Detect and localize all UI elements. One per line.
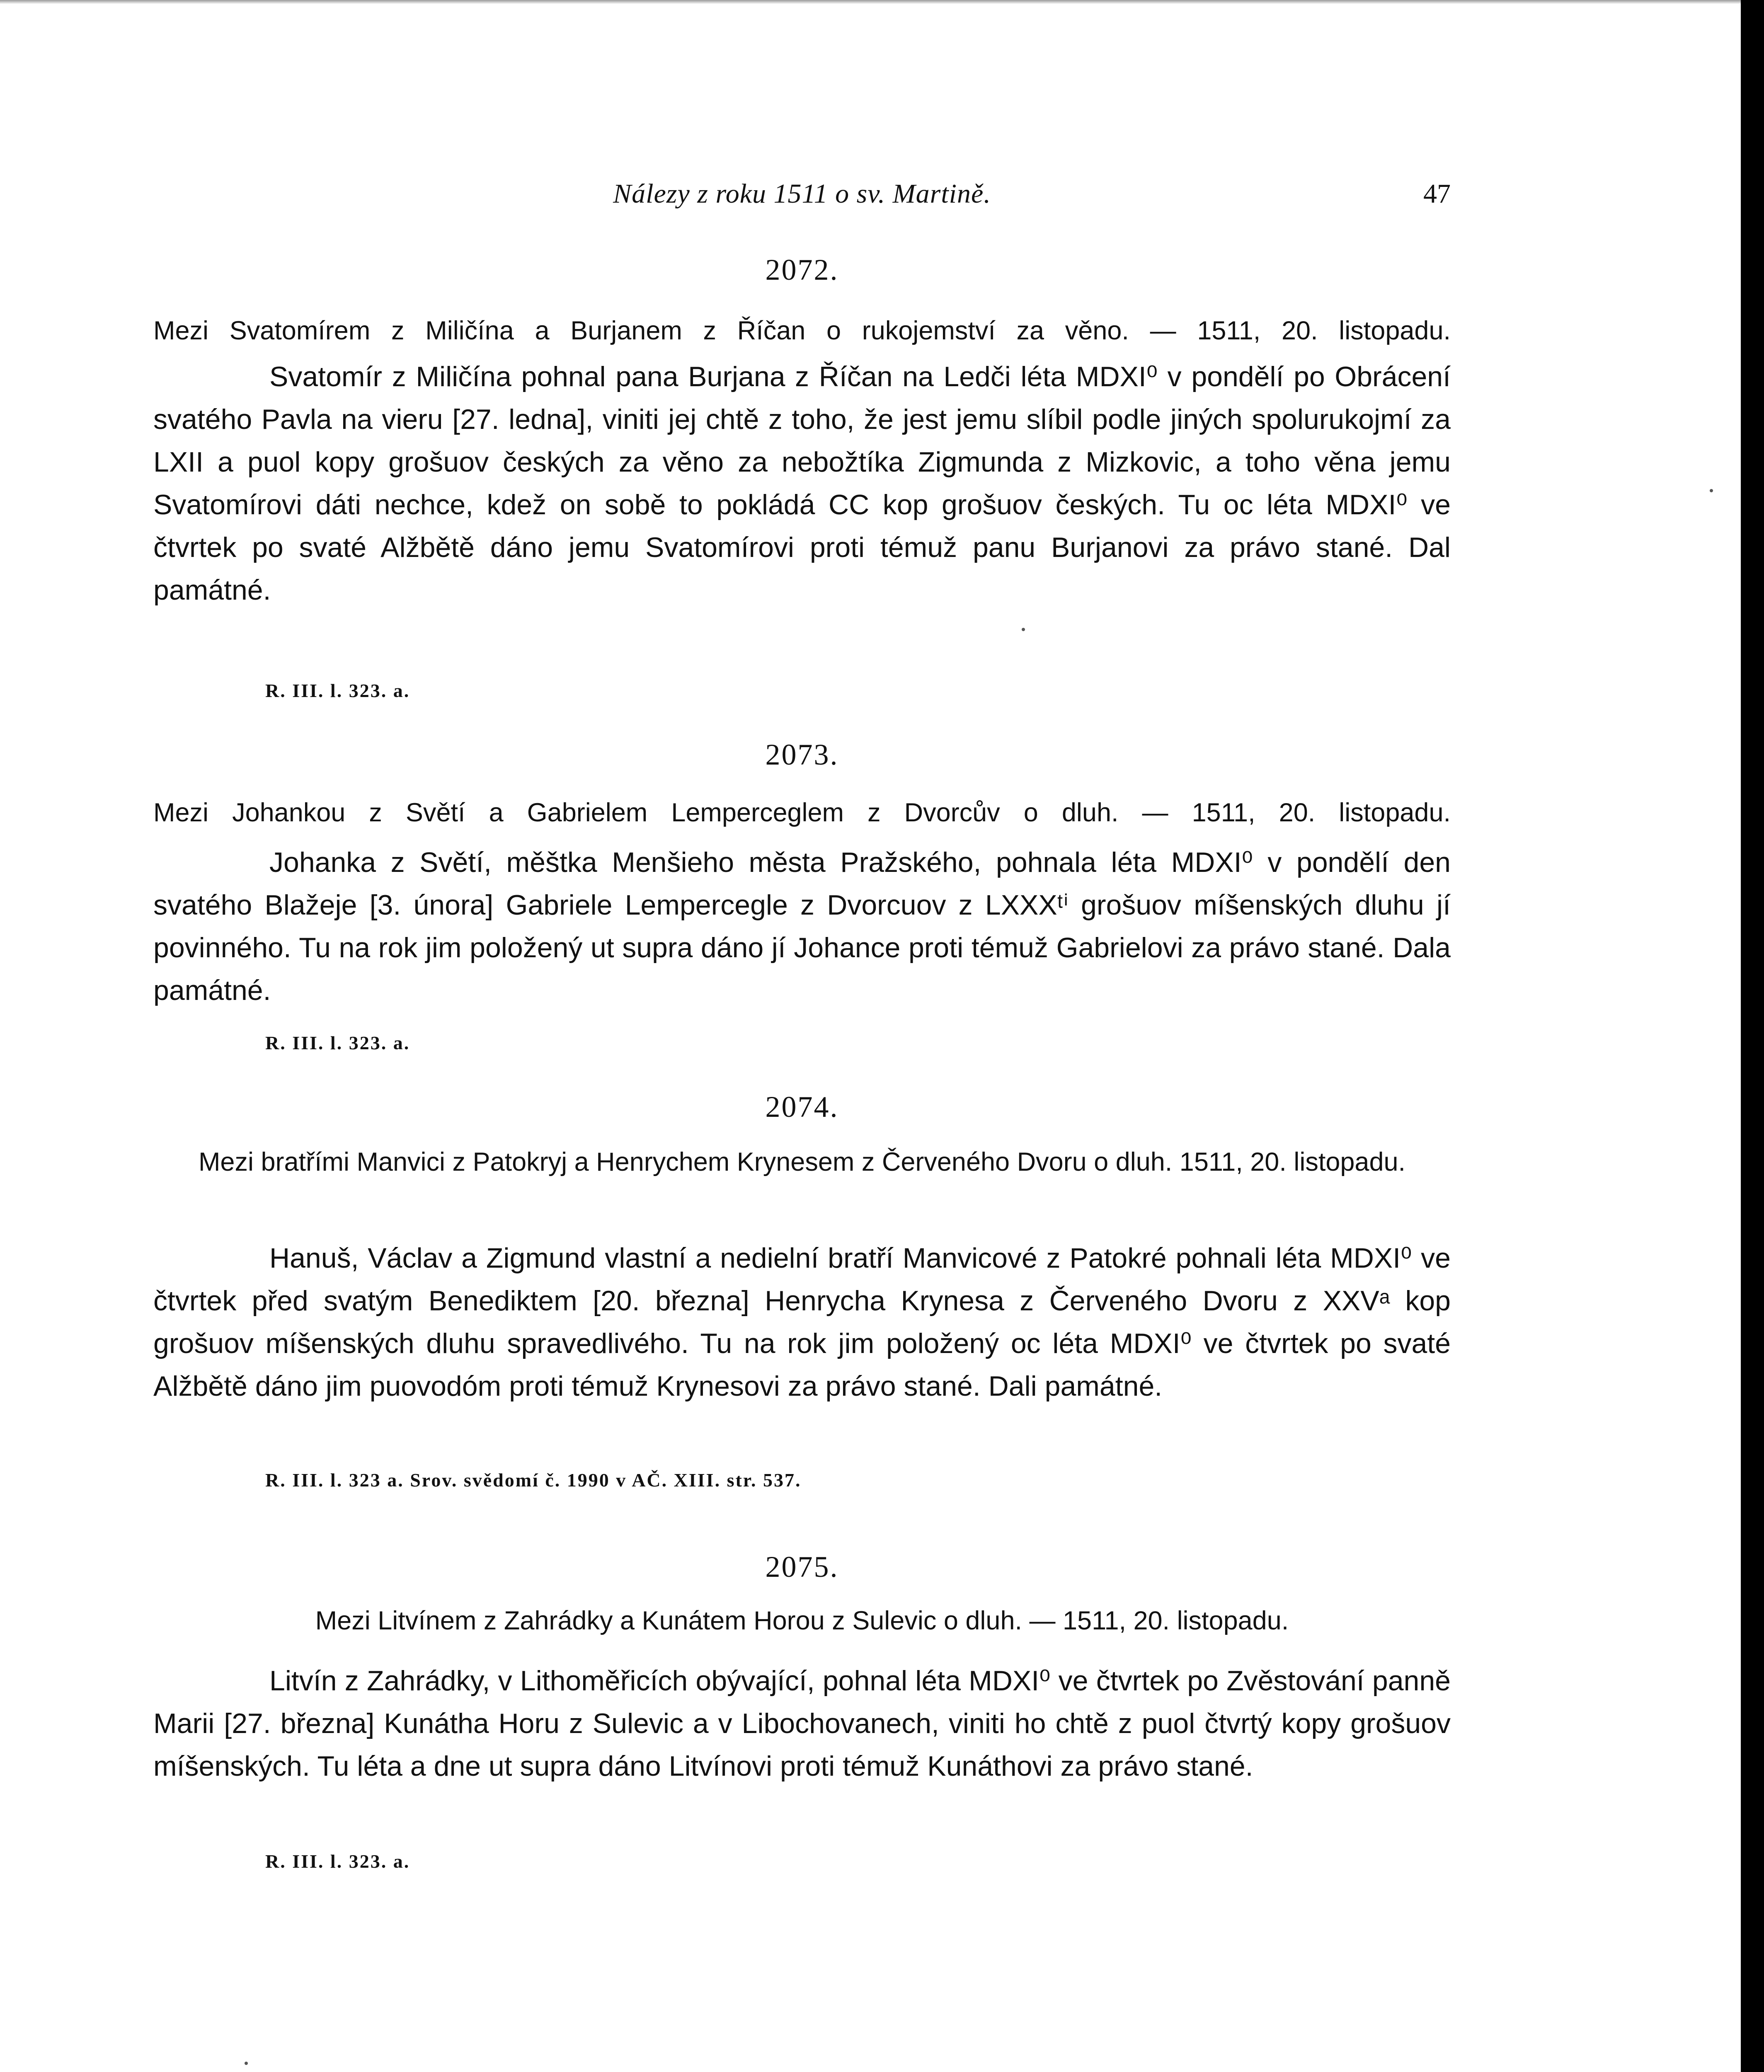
entry-body xyxy=(153,356,1451,612)
source-reference: R. III. l. 323 a. Srov. svědomí č. 1990 v AČ. XIII. str. 537. xyxy=(265,1469,802,1491)
scan-speck xyxy=(245,2062,248,2065)
entry-body xyxy=(153,841,1451,1012)
entry-title: Mezi Svatomírem z Miličína a Burjanem z Říčan o rukojemství za věno. — 1511, 20. listopadu. xyxy=(153,316,1451,345)
entry-paragraph: Litvín z Zahrádky, v Lithoměřicích obývající, pohnal léta MDXI⁰ ve čtvrtek po Zvěstování panně Marii [27. března] Kunátha Horu z Sulevic a v Libochovanech, viniti ho chtě z puol čtvrtý kopy grošuov míšenských. Tu léta a dne ut supra dáno Litvínovi proti témuž Kunáthovi za právo stané. xyxy=(153,1665,1451,1782)
entry-paragraph: Svatomír z Miličína pohnal pana Burjana z Říčan na Ledči léta MDXI⁰ v pondělí po Obrácení svatého Pavla na vieru [27. ledna], viniti jej chtě z toho, že jest jemu slíbil podle jiných spolurukojmí za LXII a puol kopy grošuov českých za věno za nebožtíka Zigmunda z Mizkovic, a toho věna jemu Svatomírovi dáti nechce, kdež on sobě to pokládá CC kop grošuov českých. Tu oc léta MDXI⁰ ve čtvrtek po svaté Alžbětě dáno jemu Svatomírovi proti témuž panu Burjanovi za právo stané. Dal památné. xyxy=(153,361,1451,606)
entry-number: 2073. xyxy=(765,738,839,771)
running-title: Nálezy z roku 1511 o sv. Martině. xyxy=(613,179,991,209)
entry-body xyxy=(153,1237,1451,1408)
page-right-edge xyxy=(1741,0,1764,2072)
scan-speck xyxy=(1710,489,1713,492)
entry-number: 2072. xyxy=(765,253,839,286)
page-number: 47 xyxy=(1423,179,1451,209)
entry-title: Mezi Johankou z Světí a Gabrielem Lemperceglem z Dvorcův o dluh. — 1511, 20. listopadu. xyxy=(153,798,1451,827)
page-top-edge xyxy=(0,0,1741,4)
scan-speck xyxy=(1022,628,1025,631)
entry-paragraph: Johanka z Světí, měštka Menšieho města Pražského, pohnala léta MDXI⁰ v pondělí den svatého Blažeje [3. února] Gabriele Lempercegle z Dvorcuov z LXXXᵗⁱ grošuov míšenských dluhu jí povinného. Tu na rok jim položený ut supra dáno jí Johance proti témuž Gabrielovi za právo stané. Dala památné. xyxy=(153,847,1451,1006)
source-reference: R. III. l. 323. a. xyxy=(265,1851,410,1872)
entry-paragraph: Hanuš, Václav a Zigmund vlastní a nedielní bratří Manvicové z Patokré pohnali léta MDXI⁰ ve čtvrtek před svatým Benediktem [20. března] Henrycha Krynesa z Červeného Dvoru z XXVᵃ kop grošuov míšenských dluhu spravedlivého. Tu na rok jim položený oc léta MDXI⁰ ve čtvrtek po svaté Alžbětě dáno jim puovodóm proti témuž Krynesovi za právo stané. Dali památné. xyxy=(153,1242,1451,1402)
entry-number: 2075. xyxy=(765,1550,839,1583)
source-reference: R. III. l. 323. a. xyxy=(265,680,410,701)
entry-title: Mezi bratřími Manvici z Patokryj a Henrychem Krynesem z Červeného Dvoru o dluh. 1511, 20. listopadu. xyxy=(198,1147,1406,1176)
source-reference: R. III. l. 323. a. xyxy=(265,1032,410,1053)
entry-number: 2074. xyxy=(765,1090,839,1123)
entry-body xyxy=(153,1660,1451,1788)
page-header xyxy=(153,178,1451,220)
entry-title: Mezi Litvínem z Zahrádky a Kunátem Horou z Sulevic o dluh. — 1511, 20. listopadu. xyxy=(315,1606,1289,1635)
